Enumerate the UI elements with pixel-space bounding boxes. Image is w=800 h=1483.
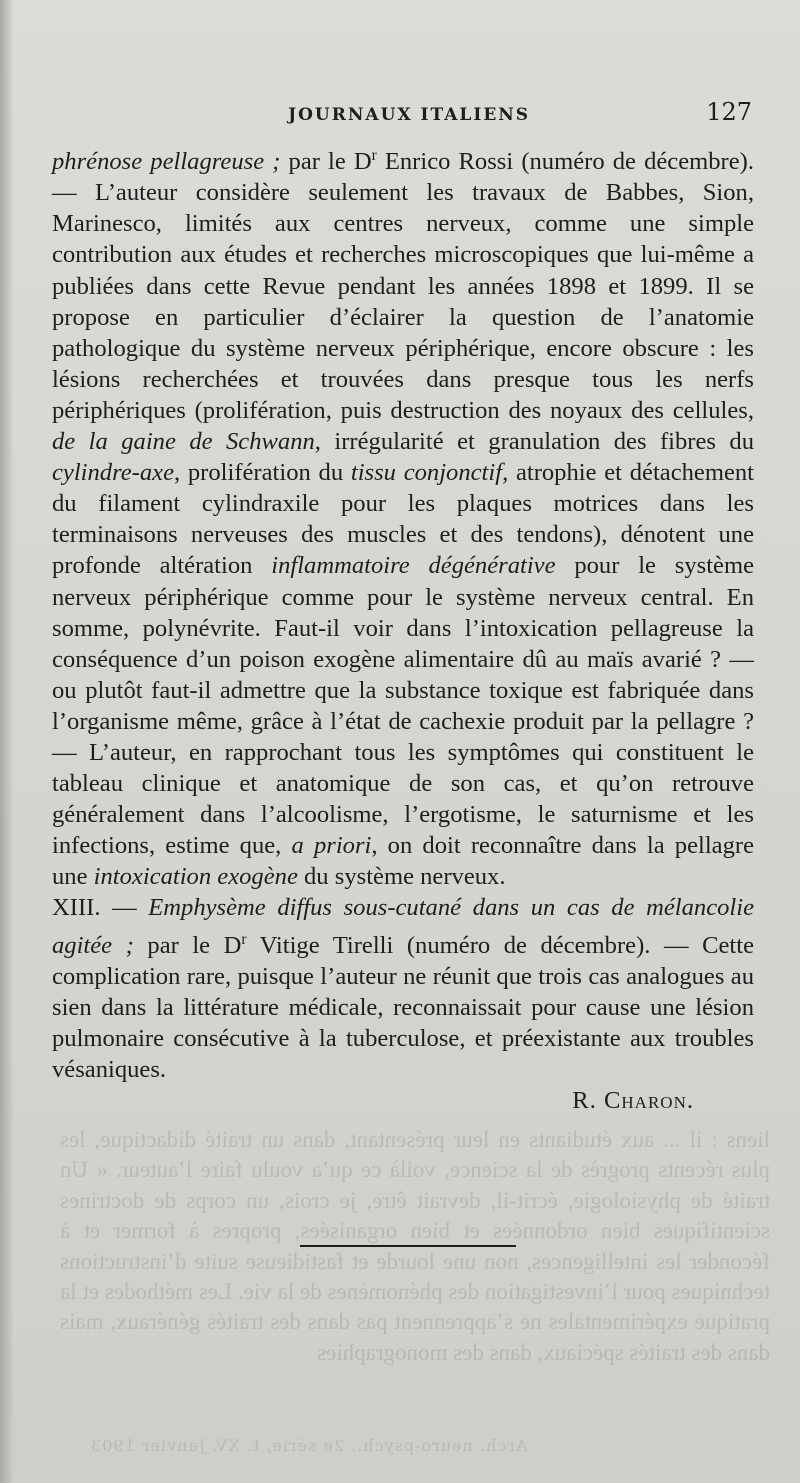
paragraph-pellagra xyxy=(52,140,754,892)
running-head: JOURNAUX ITALIENS xyxy=(288,105,531,125)
text-run: pour le système nerveux périphérique comme pour le système nerveux central. En somme, polynévrite. Faut-il voir dans l’intoxication pellagreuse la conséquence d’un poison exogène alimentaire dû au maïs avarié ? — ou plutôt faut-il admettre que la substance toxique est fabriquée dans l’organisme même, grâce à l’état de cachexie produit par la pellagre ? — L’auteur, en rapprochant tous les symptômes qui constituent le tableau clinique et anatomique de son cas, et qu’on retrouve généralement dans l’alcoolisme, l’ergotisme, le saturnisme et les infections, estime que, xyxy=(52,552,754,860)
superscript-run: r xyxy=(241,930,247,948)
section-divider-rule xyxy=(300,1245,516,1247)
text-run: , irrégularité et granulation des fibres du xyxy=(314,428,754,456)
superscript-run: r xyxy=(371,147,377,164)
show-through-footer: Arch. neuro-psych., 2e série, t. XV. Janvier 1903 xyxy=(90,1436,528,1455)
italic-run: Emphysème diffus sous-cutané dans un cas de mélancolie agitée ; xyxy=(52,894,754,959)
text-run: , on doit reconnaître dans la pellagre une xyxy=(52,832,754,891)
text-run: Enrico Rossi (numéro de décembre). — L’auteur considère seulement les travaux de Babbes, Sion, Marinesco, limités aux centres nerveux, comme une simple contribution aux études et recherches microscopiques que lui-même a publiées dans cette Revue pendant les années 1898 et 1899. Il se propose en particulier d’éclairer la question de l’anatomie pathologique du système nerveux périphérique, encore obscure : les lésions recherchées et trouvées dans presque tous les nerfs périphériques (prolifération, puis destruction des noyaux des cellules, xyxy=(52,148,754,424)
body-text xyxy=(52,140,754,1116)
italic-run: de la gaine de Schwann xyxy=(52,428,315,456)
italic-run: cylindre-axe xyxy=(52,459,174,487)
page-header xyxy=(52,98,752,132)
show-through-paragraph: liens : il ... aux étudiants en leur présentant, dans un traité didactique, les plus récents progrès de la science, voilà ce qu’a voulu faire l’auteur. « Un traité de physiologie, écrit-il, devrait être, je crois, un corps de doctrines scientifiques bien ordonnées et bien organisées, propres à former et à féconder les intelligences, non une lourde et fastidieuse suite d’instructions techniques pour l’investigation des phénomènes de la vie. Les méthodes et la pratique expérimentales ne s’apprennent pas dans des traités généraux, mais dans des traités spéciaux, dans des monographies xyxy=(60,1127,770,1365)
text-run: du système nerveux. xyxy=(297,863,506,891)
author-signature: R. Charon. xyxy=(572,1087,694,1115)
italic-run: phrénose pellagreuse ; xyxy=(52,148,281,176)
italic-run: tissu conjonctif xyxy=(350,459,503,487)
page-number: 127 xyxy=(706,98,752,126)
text-run: , atrophie et détachement du filament cylindraxile pour les plaques motrices dans les terminaisons nerveuses des muscles et des tendons), dénotent une profonde altération xyxy=(52,459,755,580)
text-run: XIII. — xyxy=(52,894,149,922)
text-run: par le D xyxy=(133,931,242,959)
italic-run: intoxication exogène xyxy=(93,863,298,891)
text-run: par le D xyxy=(280,148,372,176)
text-run: Vitige Tirelli (numéro de décembre). — Cette complication rare, puisque l’auteur ne réunit que trois cas analogues au sien dans la littérature médicale, reconnaissait pour cause une lésion pulmonaire consécutive à la tuberculose, et préexistante aux troubles vésaniques. xyxy=(52,931,755,1084)
italic-run: a priori xyxy=(291,832,372,860)
italic-run: inflammatoire dégénérative xyxy=(271,552,556,580)
paragraph-emphysema xyxy=(52,892,754,1085)
text-run: , prolifération du xyxy=(173,459,351,487)
